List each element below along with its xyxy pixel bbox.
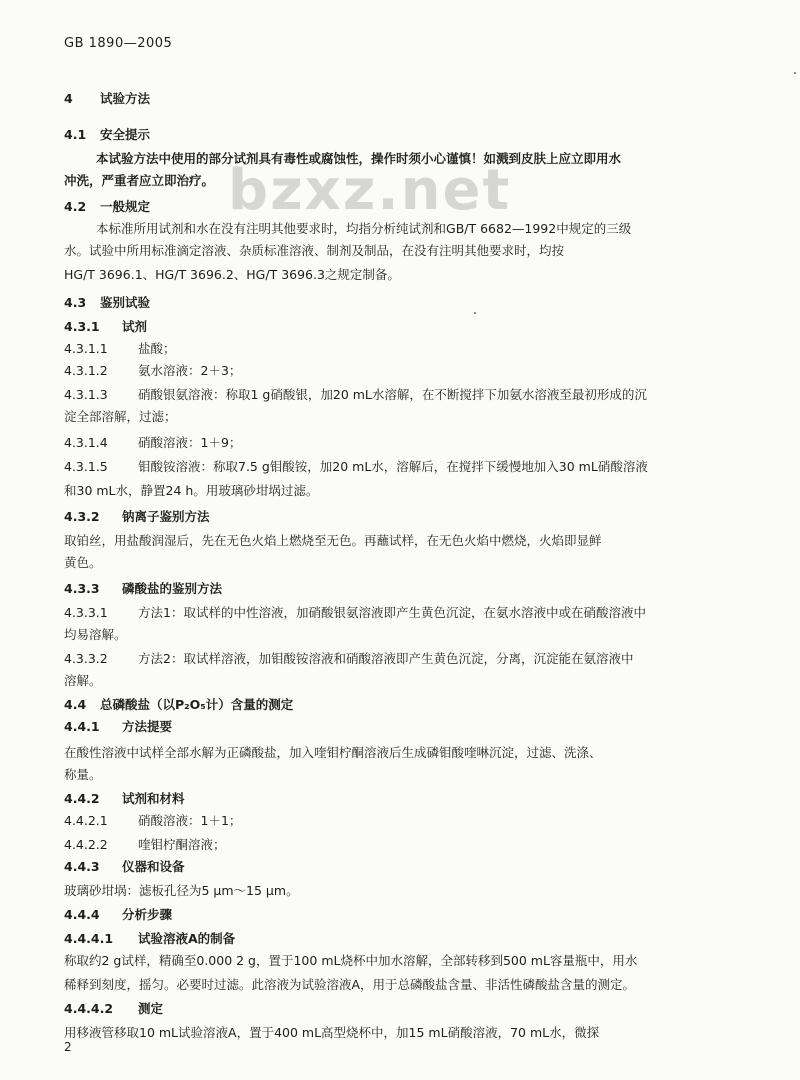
text-line (64, 172, 214, 190)
text-line (64, 882, 299, 900)
section-number: 4.4.2.2 (64, 837, 108, 852)
line-text: 试剂 (122, 319, 148, 334)
text-line (64, 696, 293, 714)
line-text: 方法提要 (122, 719, 173, 734)
line-text: 本标准所用试剂和水在没有注明其他要求时，均指分析纯试剂和GB/T 6682—1992中规定的三级 (96, 221, 632, 236)
text-line (64, 318, 147, 336)
line-text: 溶解。 (64, 673, 102, 688)
line-text: 鉴别试验 (100, 295, 151, 310)
text-line (64, 604, 646, 622)
text-line (64, 744, 602, 762)
line-text: 取铂丝，用盐酸润湿后，先在无色火焰上燃烧至无色。再蘸试样，在无色火焰中燃烧，火焰即显鲜 (64, 533, 602, 548)
section-number: 4.3.2 (64, 509, 100, 524)
text-line (64, 836, 226, 854)
line-text: 方法2：取试样溶液，加钼酸铵溶液和硝酸溶液即产生黄色沉淀，分离，沉淀能在氨溶液中 (138, 651, 634, 666)
text-line (96, 220, 631, 238)
scan-speck (794, 72, 796, 74)
section-number: 4.3.1.3 (64, 387, 108, 402)
section-number: 4.4.2.1 (64, 813, 108, 828)
text-line (64, 906, 172, 924)
watermark: bzxz.net (228, 158, 512, 223)
section-number: 4.3 (64, 295, 87, 310)
text-line (64, 766, 102, 784)
line-text: 本试验方法中使用的部分试剂具有毒性或腐蚀性，操作时须小心谨慎！如溅到皮肤上应立即用水 (96, 151, 622, 166)
line-text: 试验方法 (100, 91, 151, 106)
line-text: 仪器和设备 (122, 859, 185, 874)
line-text: 钠离子鉴别方法 (122, 509, 210, 524)
text-line (64, 672, 102, 690)
text-line (64, 930, 235, 948)
section-number: 4.4.4 (64, 907, 100, 922)
line-text: 稀释到刻度，摇匀。必要时过滤。此溶液为试验溶液A，用于总磷酸盐含量、非活性磷酸盐含量的测定。 (64, 977, 636, 992)
text-line (64, 294, 150, 312)
text-line (64, 532, 602, 550)
text-line (64, 1024, 599, 1042)
line-text: 硝酸溶液：1＋9； (138, 435, 242, 450)
line-text: 称量。 (64, 767, 102, 782)
section-number: 4 (64, 91, 73, 106)
text-line (64, 626, 127, 644)
text-line (64, 90, 150, 108)
line-text: 盐酸； (138, 341, 176, 356)
line-text: 称取约2 g试样，精确至0.000 2 g，置于100 mL烧杯中加水溶解，全部转移到500 mL容量瓶中，用水 (64, 953, 638, 968)
section-number: 4.3.3.1 (64, 605, 108, 620)
line-text: 试剂和材料 (122, 791, 185, 806)
line-text: 硝酸溶液：1＋1； (138, 813, 242, 828)
text-line (64, 362, 241, 380)
text-line (64, 790, 185, 808)
section-number: 4.4.1 (64, 719, 100, 734)
line-text: 冲洗，严重者应立即治疗。 (64, 173, 215, 188)
line-text: 和30 mL水，静置24 h。用玻璃砂坩埚过滤。 (64, 483, 319, 498)
text-line (64, 952, 637, 970)
line-text: 磷酸盐的鉴别方法 (122, 581, 223, 596)
line-text: 在酸性溶液中试样全部水解为正磷酸盐，加入喹钼柠酮溶液后生成磷钼酸喹啉沉淀，过滤、洗涤、 (64, 745, 602, 760)
scan-speck (474, 312, 476, 314)
line-text: 氨水溶液：2＋3； (138, 363, 242, 378)
section-number: 4.4 (64, 697, 87, 712)
page-number: 2 (64, 1040, 72, 1054)
line-text: 喹钼柠酮溶液； (138, 837, 226, 852)
section-number: 4.2 (64, 199, 87, 214)
text-line (64, 650, 633, 668)
section-number: 4.3.3.2 (64, 651, 108, 666)
section-number: 4.3.1 (64, 319, 100, 334)
line-text: 分析步骤 (122, 907, 173, 922)
text-line (64, 408, 177, 426)
line-text: 方法1：取试样的中性溶液，加硝酸银氨溶液即产生黄色沉淀，在氨水溶液中或在硝酸溶液中 (138, 605, 646, 620)
text-line (64, 812, 241, 830)
section-number: 4.3.1.1 (64, 341, 108, 356)
text-line (64, 858, 185, 876)
line-text: HG/T 3696.1、HG/T 3696.2、HG/T 3696.3之规定制备。 (64, 267, 400, 282)
line-text: 总磷酸盐（以P₂O₅计）含量的测定 (100, 697, 294, 712)
text-line (64, 482, 318, 500)
standard-code: GB 1890—2005 (64, 36, 173, 51)
text-line (64, 340, 176, 358)
section-number: 4.4.3 (64, 859, 100, 874)
text-line (64, 458, 648, 476)
text-line (96, 150, 621, 168)
section-number: 4.3.1.4 (64, 435, 108, 450)
text-line (64, 434, 241, 452)
line-text: 玻璃砂坩埚：滤板孔径为5 μm～15 μm。 (64, 883, 299, 898)
section-number: 4.3.1.5 (64, 459, 108, 474)
text-line (64, 976, 635, 994)
line-text: 黄色。 (64, 555, 102, 570)
line-text: 安全提示 (100, 127, 151, 142)
text-line (64, 386, 647, 404)
text-line (64, 508, 210, 526)
line-text: 钼酸铵溶液：称取7.5 g钼酸铵，加20 mL水，溶解后，在搅拌下缓慢地加入30 mL硝酸溶液 (138, 459, 648, 474)
line-text: 硝酸银氨溶液：称取1 g硝酸银，加20 mL水溶解，在不断搅拌下加氨水溶液至最初形成的沉 (138, 387, 647, 402)
line-text: 用移液管移取10 mL试验溶液A，置于400 mL高型烧杯中，加15 mL硝酸溶液，70 mL水，微探 (64, 1025, 600, 1040)
text-line (64, 266, 400, 284)
line-text: 测定 (138, 1001, 164, 1016)
line-text: 试验溶液A的制备 (138, 931, 236, 946)
text-line (64, 198, 150, 216)
section-number: 4.1 (64, 127, 87, 142)
section-number: 4.3.3 (64, 581, 100, 596)
line-text: 水。试验中所用标准滴定溶液、杂质标准溶液、制剂及制品，在没有注明其他要求时，均按 (64, 243, 565, 258)
text-line (64, 718, 172, 736)
line-text: 均易溶解。 (64, 627, 127, 642)
text-line (64, 580, 222, 598)
section-number: 4.4.4.2 (64, 1001, 114, 1016)
text-line (64, 1000, 163, 1018)
text-line (64, 126, 150, 144)
section-number: 4.4.4.1 (64, 931, 114, 946)
section-number: 4.4.2 (64, 791, 100, 806)
text-line (64, 554, 102, 572)
line-text: 一般规定 (100, 199, 151, 214)
text-line (64, 242, 564, 260)
section-number: 4.3.1.2 (64, 363, 108, 378)
line-text: 淀全部溶解，过滤； (64, 409, 177, 424)
